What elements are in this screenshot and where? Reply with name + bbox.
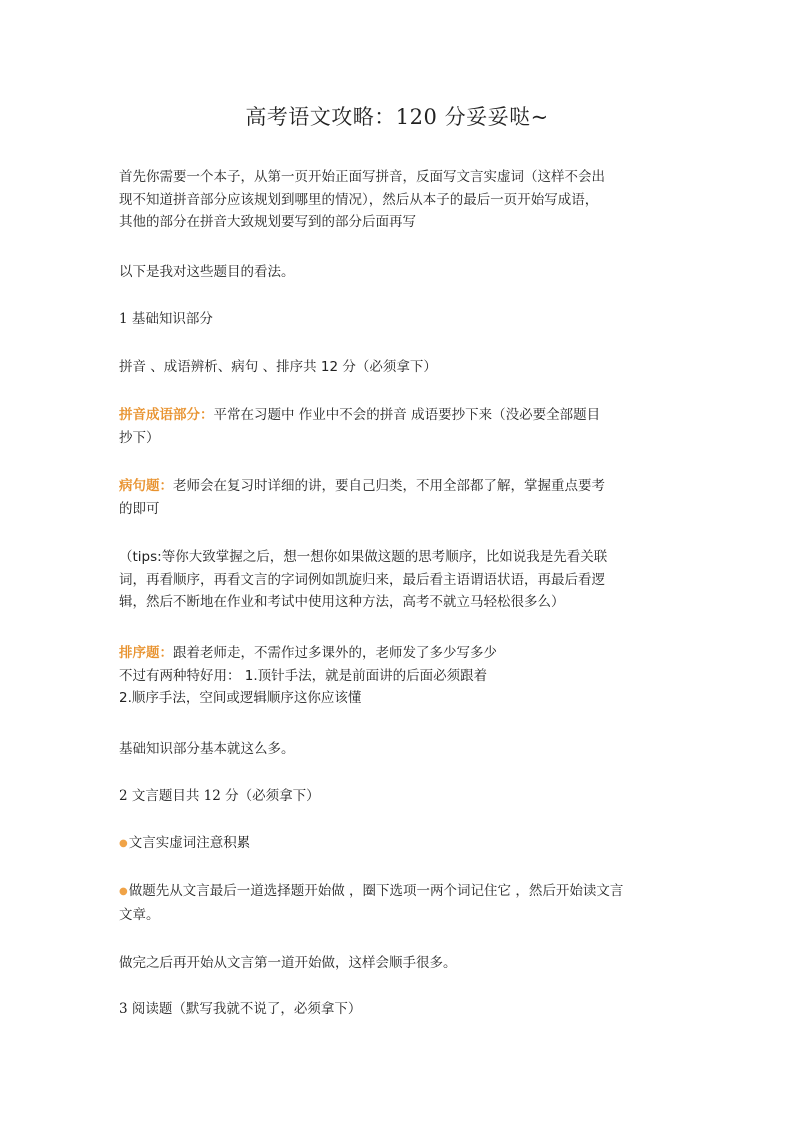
paixu-paragraph (119, 642, 679, 710)
bullet-dot-icon: ● (119, 886, 128, 897)
bullet-dot-icon: ● (119, 838, 128, 849)
bingju-paragraph (119, 475, 679, 520)
section2-after: 做完之后再开始从文言第一道开始做，这样会顺手很多。 (119, 955, 457, 971)
pinyin-line-2: 抄下） (119, 429, 160, 446)
section2-bullet-1 (119, 832, 679, 856)
tips-line-3: 辑，然后不断地在作业和考试中使用这种方法，高考不就立马轻松很多么） (119, 594, 565, 610)
tips-line-2: 词，再看顺序，再看文言的字词例如凯旋归来，最后看主语谓语状语，再最后看逻 (119, 571, 605, 588)
paixu-line-3: 2.顺序手法，空间或逻辑顺序这你应该懂 (119, 690, 362, 706)
intro-line-1: 首先你需要一个本子，从第一页开始正面写拼音，反面写文言实虚词（这样不会出 (119, 169, 605, 185)
bullet-1-text: 文言实虚词注意积累 (128, 835, 251, 851)
section3-heading: 3 阅读题（默写我就不说了，必须拿下） (119, 1001, 362, 1017)
section2-bullet-2 (119, 880, 679, 926)
paixu-text-1: 跟着老师走，不需作过多课外的，老师发了多少写多少 (173, 645, 497, 661)
bullet-2-line-1 (119, 880, 679, 904)
pinyin-line-1 (119, 404, 679, 427)
pinyin-paragraph (119, 404, 679, 449)
bingju-line-2: 的即可 (119, 500, 160, 517)
section2-heading: 2 文言题目共 12 分（必须拿下） (119, 788, 320, 804)
opinion-paragraph: 以下是我对这些题目的看法。 (119, 264, 295, 280)
section1-heading: 1 基础知识部分 (119, 311, 213, 327)
tips-line-1: （tips:等你大致掌握之后，想一想你如果做这题的思考顺序，比如说我是先看关联 (119, 549, 608, 565)
bullet-2-text-1: 做题先从文言最后一道选择题开始做 ，圈下选项一两个词记住它 ，然后开始读文言 (128, 883, 624, 899)
bingju-text-1: 老师会在复习时详细的讲，要自己归类，不用全部都了解，掌握重点要考 (173, 478, 605, 494)
intro-paragraph (119, 166, 679, 234)
pinyin-label: 拼音成语部分： (119, 407, 214, 423)
tips-paragraph (119, 546, 679, 614)
section1-summary: 拼音 、成语辨析、病句 、排序共 12 分（必须拿下） (119, 359, 437, 375)
intro-line-3: 其他的部分在拼音大致规划要写到的部分后面再写 (119, 214, 416, 230)
paixu-line-1 (119, 642, 679, 665)
paixu-label: 排序题： (119, 645, 173, 661)
bingju-line-1 (119, 475, 679, 498)
intro-line-2: 现不知道拼音部分应该规划到哪里的情况），然后从本子的最后一页开始写成语， (119, 191, 599, 208)
bingju-label: 病句题： (119, 478, 173, 494)
basic-end-paragraph: 基础知识部分基本就这么多。 (119, 741, 295, 757)
pinyin-text-1: 平常在习题中 作业中不会的拼音 成语要抄下来（没必要全部题目 (213, 407, 601, 423)
bullet-2-line-2: 文章。 (119, 906, 160, 923)
paixu-line-2: 不过有两种特好用： 1.顶针手法，就是前面讲的后面必须跟着 (119, 667, 488, 684)
page-title: 高考语文攻略：120 分妥妥哒~ (245, 105, 549, 129)
